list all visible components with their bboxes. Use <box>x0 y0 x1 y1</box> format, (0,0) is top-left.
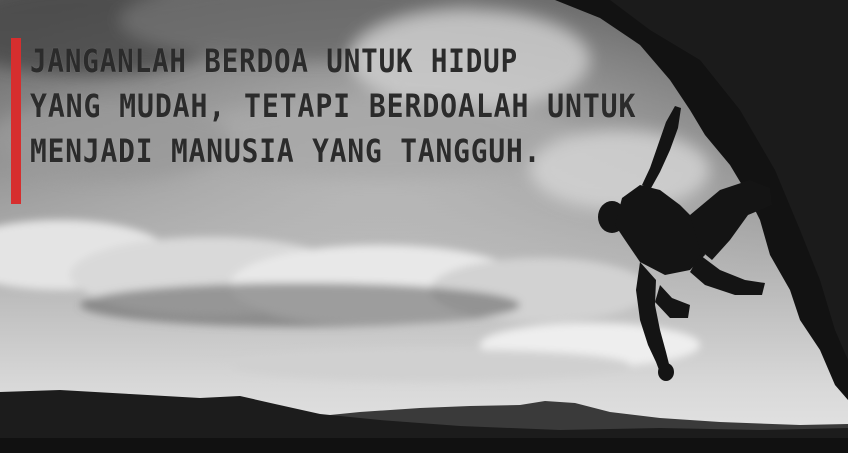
quote-line-2: YANG MUDAH, TETAPI BERDOALAH UNTUK <box>30 87 637 125</box>
quote-line-3: MENJADI MANUSIA YANG TANGGUH. <box>30 132 542 170</box>
quote-accent-bar <box>11 38 21 204</box>
quote-line-1: JANGANLAH BERDOA UNTUK HIDUP <box>30 42 518 80</box>
motivational-quote <box>30 39 690 174</box>
